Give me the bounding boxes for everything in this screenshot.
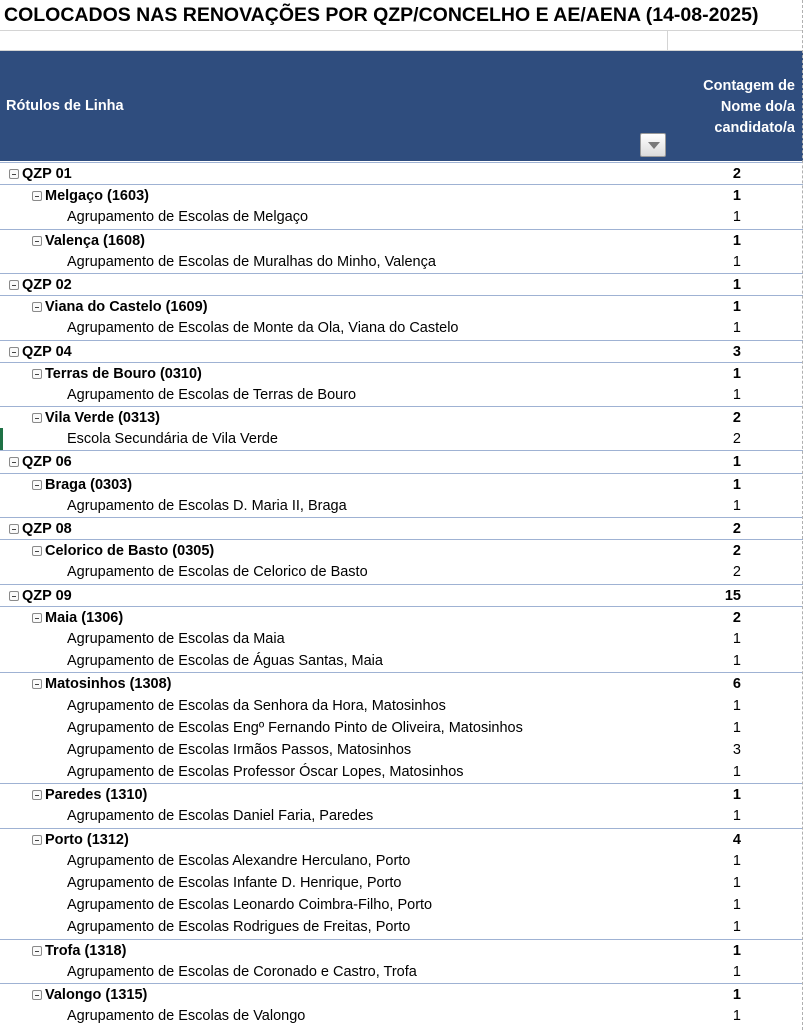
row-label-text: Terras de Bouro (0310) [45,365,202,382]
school-row[interactable] [0,739,803,761]
row-label [9,341,72,363]
qzp-row[interactable] [0,162,803,184]
collapse-icon[interactable] [32,613,42,623]
count-column-header[interactable] [665,76,795,139]
collapse-icon[interactable] [32,480,42,490]
concelho-row[interactable] [0,406,803,428]
row-label-text: QZP 09 [22,587,72,604]
row-count: 1 [732,497,741,514]
collapse-icon[interactable] [9,457,19,467]
row-label-text: Agrupamento de Escolas de Valongo [67,1008,306,1025]
row-count: 1 [732,764,741,781]
sheet-title: COLOCADOS NAS RENOVAÇÕES POR QZP/CONCELHO E AE/AENA (14-08-2025) [4,4,759,26]
concelho-row[interactable] [0,473,803,495]
row-label [67,251,436,273]
row-count: 1 [732,320,741,337]
row-label [67,650,383,672]
row-label-text: Agrupamento de Escolas de Coronado e Castro, Trofa [67,963,417,980]
row-label [32,296,208,318]
collapse-icon[interactable] [9,347,19,357]
row-count: 1 [732,209,741,226]
row-label-text: Paredes (1310) [45,787,148,804]
collapse-icon[interactable] [32,369,42,379]
row-count: 15 [724,587,741,604]
row-count: 1 [732,454,741,471]
collapse-icon[interactable] [9,591,19,601]
school-row[interactable] [0,850,803,872]
row-count: 1 [732,299,741,316]
collapse-icon[interactable] [9,524,19,534]
row-label [32,407,160,429]
row-label [67,850,410,872]
row-count: 2 [732,543,741,560]
row-label [67,805,373,827]
school-row[interactable] [0,894,803,916]
qzp-row[interactable] [0,273,803,295]
row-label [67,206,308,228]
row-label-text: Matosinhos (1308) [45,676,172,693]
row-label [9,163,72,185]
row-label-text: QZP 02 [22,276,72,293]
collapse-icon[interactable] [32,191,42,201]
row-label [32,185,149,207]
row-label-text: QZP 01 [22,166,72,182]
row-label [32,230,145,252]
row-label-text: Agrupamento de Escolas Infante D. Henrique, Porto [67,875,402,891]
row-label [67,695,446,717]
row-label [32,474,132,496]
row-label [32,363,202,385]
row-label [67,717,523,739]
concelho-row[interactable] [0,828,803,850]
row-count: 1 [732,963,741,980]
row-label-text: Agrupamento de Escolas da Maia [67,630,285,647]
row-count: 1 [732,875,741,891]
row-count: 1 [732,852,741,869]
row-label [9,451,72,473]
count-header-line-1: Contagem de [703,78,795,94]
row-label-text: Vila Verde (0313) [45,410,161,427]
row-label-text: Melgaço (1603) [45,188,149,205]
row-count: 1 [732,232,741,249]
collapse-icon[interactable] [32,790,42,800]
row-label-text: Porto (1312) [45,831,129,848]
row-label-text: Agrupamento de Escolas Rodrigues de Freitas, Porto [67,919,411,936]
row-label [32,540,214,562]
concelho-row[interactable] [0,606,803,628]
school-row[interactable] [0,1005,803,1027]
row-label [32,829,129,851]
row-label [67,628,285,650]
row-label-text: QZP 04 [22,343,72,360]
row-label [32,673,172,695]
row-count: 1 [732,897,741,914]
row-count: 1 [732,365,741,382]
row-label [67,739,411,761]
row-label-text: Agrupamento de Escolas D. Maria II, Braga [67,497,347,514]
qzp-row[interactable] [0,584,803,606]
row-label [9,585,72,607]
row-label-text: Braga (0303) [45,476,133,493]
school-row[interactable] [0,761,803,783]
row-label-text: Agrupamento de Escolas da Senhora da Hora, Matosinhos [67,697,446,714]
row-label-text: Agrupamento de Escolas de Águas Santas, Maia [67,653,383,670]
school-row[interactable] [0,628,803,650]
school-row[interactable] [0,251,803,273]
row-label [32,607,123,629]
school-row[interactable] [0,872,803,894]
row-label-text: QZP 06 [22,454,72,471]
collapse-icon[interactable] [32,990,42,1000]
concelho-row[interactable] [0,362,803,384]
row-count: 3 [732,343,741,360]
row-count: 1 [732,986,741,1003]
school-row[interactable] [0,650,803,672]
school-row[interactable] [0,961,803,983]
concelho-row[interactable] [0,672,803,694]
row-label [67,916,410,938]
concelho-row[interactable] [0,939,803,961]
row-count: 1 [732,787,741,804]
row-label-text: Agrupamento de Escolas de Muralhas do Minho, Valença [67,253,436,270]
row-label-text: Agrupamento de Escolas Alexandre Herculano, Porto [67,852,411,869]
row-selection-marker [0,428,3,450]
row-label [67,428,278,450]
row-count: 6 [732,676,741,693]
row-label-text: Agrupamento de Escolas Irmãos Passos, Matosinhos [67,741,412,758]
row-label-text: Valença (1608) [45,232,145,249]
row-count: 1 [732,697,741,714]
row-count: 2 [732,431,741,448]
row-count: 2 [732,521,741,537]
row-label-text: Maia (1306) [45,609,124,626]
collapse-icon[interactable] [32,236,42,246]
collapse-icon[interactable] [32,946,42,956]
empty-row[interactable] [0,30,803,51]
row-label [67,384,356,406]
row-label-text: QZP 08 [22,521,72,537]
concelho-row[interactable] [0,783,803,805]
row-label [32,784,147,806]
row-label [67,872,402,894]
row-count: 2 [732,410,741,427]
row-label-text: Escola Secundária de Vila Verde [67,431,278,448]
school-row[interactable] [0,206,803,228]
school-row[interactable] [0,428,803,450]
collapse-icon[interactable] [32,679,42,689]
row-count: 1 [732,188,741,205]
row-label [32,984,147,1006]
row-label-text: Agrupamento de Escolas Professor Óscar Lopes, Matosinhos [67,764,464,781]
row-label [67,761,464,783]
row-labels-header[interactable]: Rótulos de Linha [6,98,124,114]
concelho-row[interactable] [0,539,803,561]
collapse-icon[interactable] [9,169,19,179]
concelho-row[interactable] [0,184,803,206]
school-row[interactable] [0,805,803,827]
row-label-text: Agrupamento de Escolas de Monte da Ola, Viana do Castelo [67,320,459,337]
row-count: 2 [732,564,741,581]
row-label-text: Agrupamento de Escolas Engº Fernando Pinto de Oliveira, Matosinhos [67,719,523,736]
row-count: 1 [732,719,741,736]
collapse-icon[interactable] [9,280,19,290]
row-label-text: Valongo (1315) [45,986,148,1003]
pivot-rows [0,162,803,1027]
collapse-icon[interactable] [32,413,42,423]
collapse-icon[interactable] [32,835,42,845]
row-label-text: Viana do Castelo (1609) [45,299,208,316]
row-label [67,894,432,916]
collapse-icon[interactable] [32,302,42,312]
row-count: 3 [732,741,741,758]
school-row[interactable] [0,916,803,938]
row-count: 1 [732,386,741,403]
school-row[interactable] [0,695,803,717]
row-count: 1 [732,942,741,959]
school-row[interactable] [0,495,803,517]
row-label-text: Trofa (1318) [45,942,127,959]
pivot-header [0,51,803,161]
count-header-line-2: Nome do/a [720,99,795,115]
row-label [67,317,458,339]
row-count: 1 [732,476,741,493]
row-count: 4 [732,831,741,848]
concelho-row[interactable] [0,229,803,251]
row-label-text: Agrupamento de Escolas Daniel Faria, Paredes [67,808,374,825]
row-label [67,961,417,983]
row-label [67,1005,305,1027]
row-label-text: Agrupamento de Escolas de Terras de Bouro [67,386,357,403]
row-count: 1 [732,630,741,647]
concelho-row[interactable] [0,295,803,317]
row-count: 1 [732,253,741,270]
row-label-text: Agrupamento de Escolas de Melgaço [67,209,309,226]
collapse-icon[interactable] [32,546,42,556]
row-count: 1 [732,1008,741,1025]
row-label [32,940,126,962]
school-row[interactable] [0,317,803,339]
filter-dropdown-icon[interactable] [640,133,666,157]
column-divider [667,31,668,50]
school-row[interactable] [0,717,803,739]
concelho-row[interactable] [0,983,803,1005]
row-count: 1 [732,276,741,293]
school-row[interactable] [0,384,803,406]
row-label-text: Celorico de Basto (0305) [45,543,215,560]
row-label [67,561,368,583]
count-header-line-3: candidato/a [714,120,795,136]
row-label [9,518,72,540]
qzp-row[interactable] [0,517,803,539]
qzp-row[interactable] [0,450,803,472]
school-row[interactable] [0,561,803,583]
row-label [67,495,347,517]
row-label-text: Agrupamento de Escolas de Celorico de Basto [67,564,368,581]
row-count: 1 [732,919,741,936]
row-label [9,274,72,296]
qzp-row[interactable] [0,340,803,362]
row-count: 2 [732,166,741,182]
row-count: 1 [732,808,741,825]
row-label-text: Agrupamento de Escolas Leonardo Coimbra-Filho, Porto [67,897,433,914]
row-count: 1 [732,653,741,670]
row-count: 2 [732,609,741,626]
